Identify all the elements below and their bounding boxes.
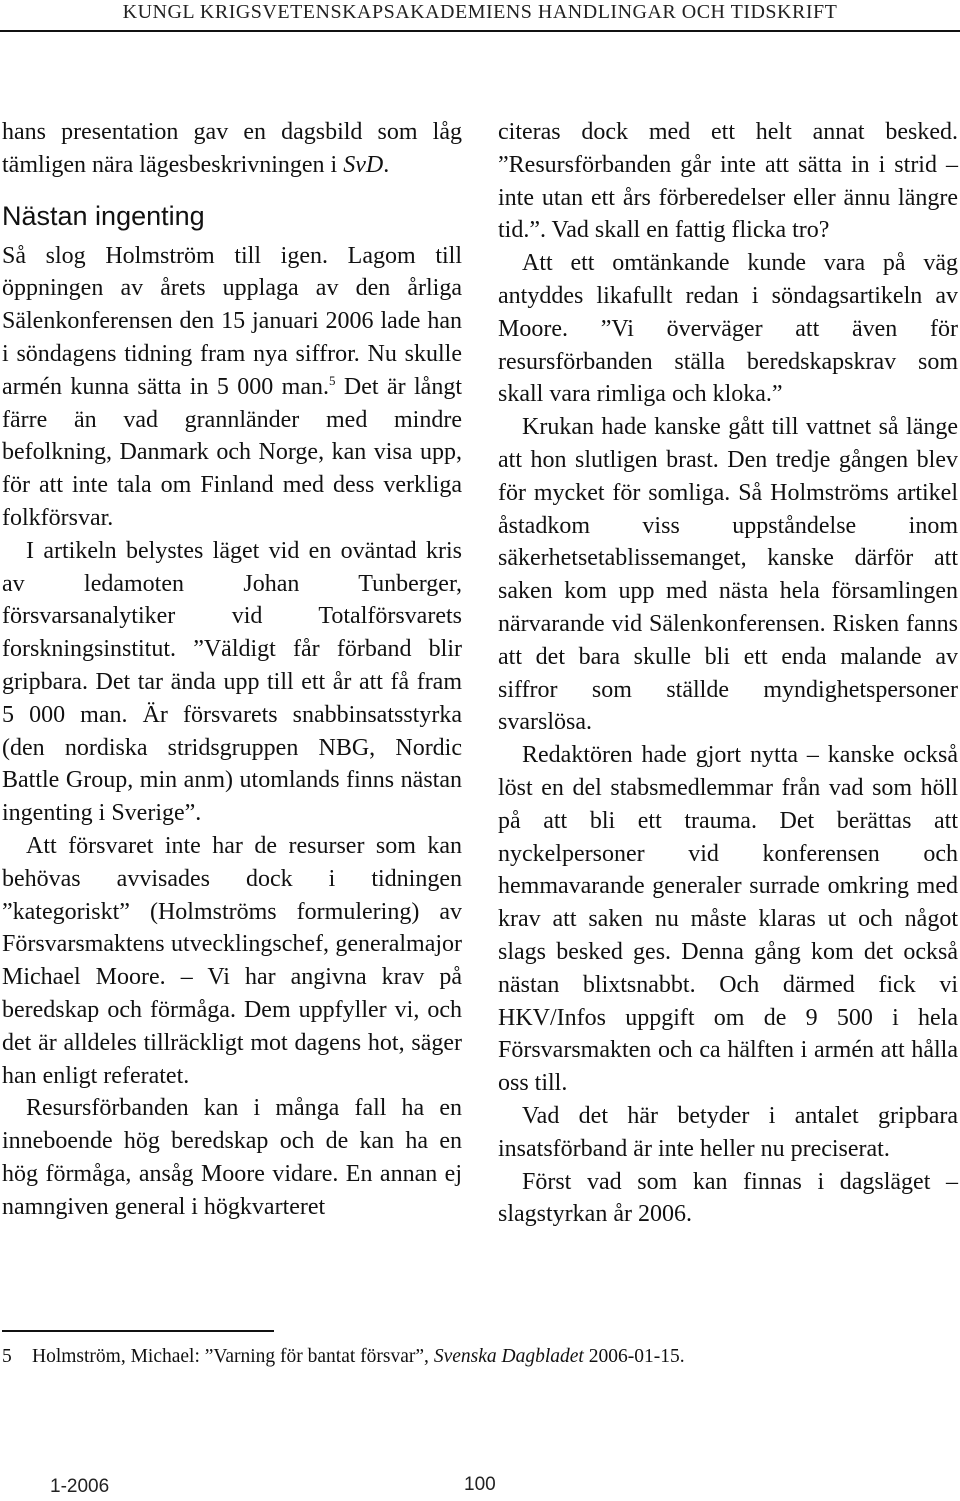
footnote-source: Svenska Dagbladet bbox=[433, 1346, 584, 1367]
paragraph: citeras dock med ett helt annat besked. ”Resursförbanden går inte att sätta in i strid – inte utan ett års förberedelser eller ännu längre tid.”. Vad skall en fattig flicka tro? bbox=[498, 119, 958, 244]
paragraph: Att ett omtänkande kunde vara på väg antyddes likafullt redan i söndagsartikeln av Moore. ”Vi överväger att även för resursförbanden ställa beredskapskrav som skall vara rimliga och kloka.” bbox=[498, 250, 958, 408]
paragraph: Krukan hade kanske gått till vattnet så länge att hon slutligen brast. Den tredje gången blev för mycket för somliga. Så Holmströms artikel åstadkom viss uppståndelse inom säkerhetsetablissemanget, kanske därför att saken kom upp med nästa hela församlingen närvarande vid Sälenkonferensen. Risken fanns att det bara skulle bli ett enda malande av siffror som ställde myndighetspersoner svarslösa. bbox=[498, 414, 958, 736]
paragraph: Att försvaret inte har de resurser som kan behövas avvisades dock i tidningen ”kategoriskt” (Holmströms formulering) av Försvarsmaktens utvecklingschef, generalmajor Michael Moore. – Vi har angivna krav på beredskap och förmåga. Dem uppfyller vi, och det är alldeles tillräckligt mot dagens hot, säger han enligt referatet. bbox=[2, 832, 462, 1089]
paragraph: Resursförbanden kan i många fall ha en inneboende hög beredskap och de kan ha en hög förmåga, ansåg Moore vidare. En annan ej namngiven general i högkvarteret bbox=[2, 1095, 462, 1220]
issue-label: 1-2006 bbox=[50, 1476, 110, 1497]
right-column bbox=[498, 116, 958, 1231]
paragraph-text: . bbox=[383, 151, 390, 178]
publication-name: SvD bbox=[343, 151, 384, 178]
paragraph-text: Det är långt färre än vad grannländer med mindre befolkning, Danmark och Norge, kan visa upp, för att inte tala om Finland med dess verkliga folkförsvar. bbox=[2, 373, 462, 531]
footnote-text: 2006-01-15. bbox=[583, 1346, 685, 1367]
paragraph: I artikeln belystes läget vid en oväntad kris av ledamoten Johan Tunberger, försvarsanalytiker vid Totalförsvarets forskningsinstitut. ”Väldigt får förband blir gripbara. Det tar ända upp till ett år att få fram 5 000 man. Är försvarets snabbinsatsstyrka (den nordiska stridsgruppen NBG, Nordic Battle Group, min anm) utomlands finns nästan ingenting i Sverige”. bbox=[2, 537, 462, 827]
section-heading: Nästan ingenting bbox=[2, 200, 205, 231]
footnote bbox=[2, 1344, 952, 1370]
header-rule bbox=[0, 30, 960, 32]
paragraph: Vad det här betyder i antalet gripbara insatsförband är inte heller nu preciserat. bbox=[498, 1102, 958, 1162]
left-column bbox=[2, 116, 462, 1224]
paragraph bbox=[2, 240, 462, 535]
footnote-rule bbox=[2, 1330, 274, 1332]
paragraph-text: Så slog Holmström till igen. Lagom till öppningen av årets upplaga av den årliga Sälenkonferensen den 15 januari 2006 lade han i söndagens tidning fram nya siffror. Nu skulle armén kunna sätta in 5 000 man. bbox=[2, 242, 462, 400]
paragraph: Först vad som kan finnas i dagsläget – slagstyrkan år 2006. bbox=[498, 1168, 958, 1228]
footnote-reference: 5 bbox=[329, 372, 336, 388]
page-number: 100 bbox=[464, 1474, 496, 1495]
paragraph bbox=[2, 116, 462, 182]
paragraph-text: hans presentation gav en dagsbild som låg tämligen nära lägesbeskrivningen i bbox=[2, 119, 462, 178]
running-header: KUNGL KRIGSVETENSKAPSAKADEMIENS HANDLINGAR OCH TIDSKRIFT bbox=[122, 1, 838, 23]
footnote-text: Holmström, Michael: ”Varning för bantat försvar”, bbox=[32, 1346, 434, 1367]
paragraph: Redaktören hade gjort nytta – kanske också löst en del stabsmedlemmar från vad som höll på att bli ett trauma. Det berättas att nyckelpersoner vid konferensen och hemmavarande generaler surrade omkring med krav att saken nu måste klaras ut och något slags besked ges. Denna gång kom det också nästan blixtsnabbt. Och därmed fick vi HKV/Infos uppgift om de 9 500 i hela Försvarsmakten och ca hälften i armén att hålla oss till. bbox=[498, 742, 958, 1097]
footnote-number: 5 bbox=[2, 1346, 12, 1367]
